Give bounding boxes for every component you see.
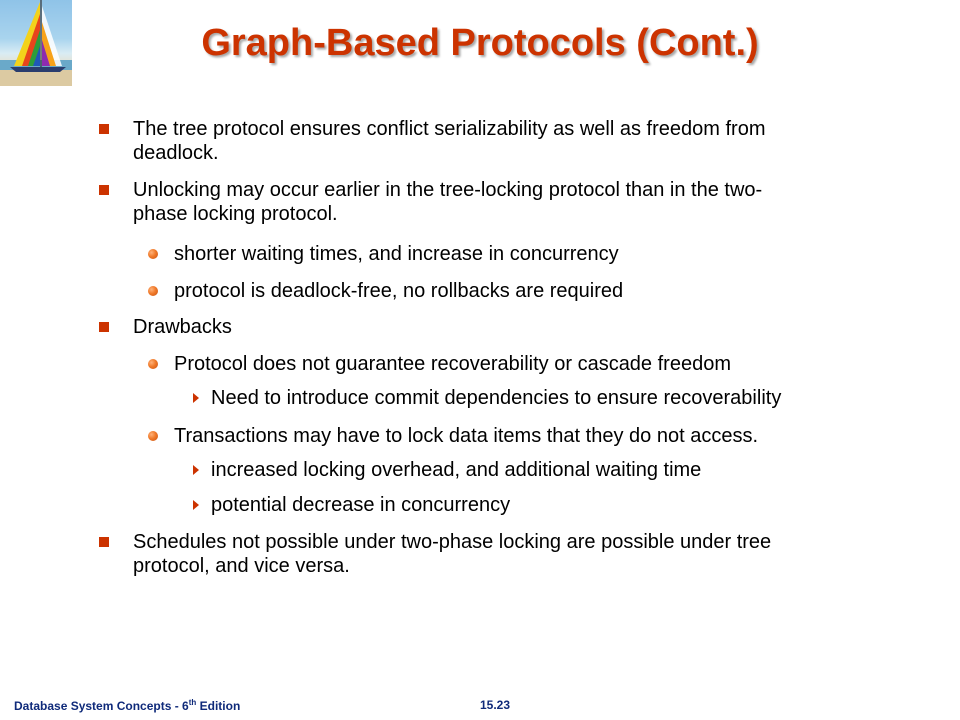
sub-bullet-text: Protocol does not guarantee recoverability or cascade freedom (174, 353, 731, 375)
round-bullet-icon (148, 431, 158, 441)
sub-bullet-text: protocol is deadlock-free, no rollbacks are required (174, 280, 624, 302)
arrow-bullet-icon (193, 393, 199, 403)
sub-sub-bullet-text: Need to introduce commit dependencies to ensure recoverability (211, 387, 782, 409)
square-bullet-icon (99, 537, 109, 547)
round-bullet-icon (148, 359, 158, 369)
bullet-text: protocol, and vice versa. (133, 555, 350, 577)
square-bullet-icon (99, 124, 109, 134)
bullet-text: phase locking protocol. (133, 203, 338, 225)
sub-bullet-text: shorter waiting times, and increase in concurrency (174, 243, 619, 265)
round-bullet-icon (148, 286, 158, 296)
footer-edition-sup: th (188, 698, 197, 707)
footer-edition: Edition (196, 699, 241, 713)
bullet-text: Drawbacks (133, 316, 232, 338)
arrow-bullet-icon (193, 500, 199, 510)
bullet-text: Schedules not possible under two-phase locking are possible under tree (133, 531, 772, 553)
arrow-bullet-icon (193, 465, 199, 475)
bullet-text: The tree protocol ensures conflict serializability as well as freedom from (133, 118, 766, 140)
bullet-text: deadlock. (133, 142, 219, 164)
square-bullet-icon (99, 185, 109, 195)
round-bullet-icon (148, 249, 158, 259)
footer-page-number: 15.23 (480, 698, 511, 712)
footer-book: Database System Concepts - 6 (14, 699, 189, 713)
slide-title: Graph-Based Protocols (Cont.) (201, 22, 759, 64)
bullet-text: Unlocking may occur earlier in the tree-locking protocol than in the two- (133, 179, 763, 201)
sub-sub-bullet-text: potential decrease in concurrency (211, 494, 511, 516)
square-bullet-icon (99, 322, 109, 332)
footer-book-title (14, 698, 240, 713)
sub-sub-bullet-text: increased locking overhead, and additional waiting time (211, 459, 702, 481)
sub-bullet-text: Transactions may have to lock data items that they do not access. (174, 425, 758, 447)
